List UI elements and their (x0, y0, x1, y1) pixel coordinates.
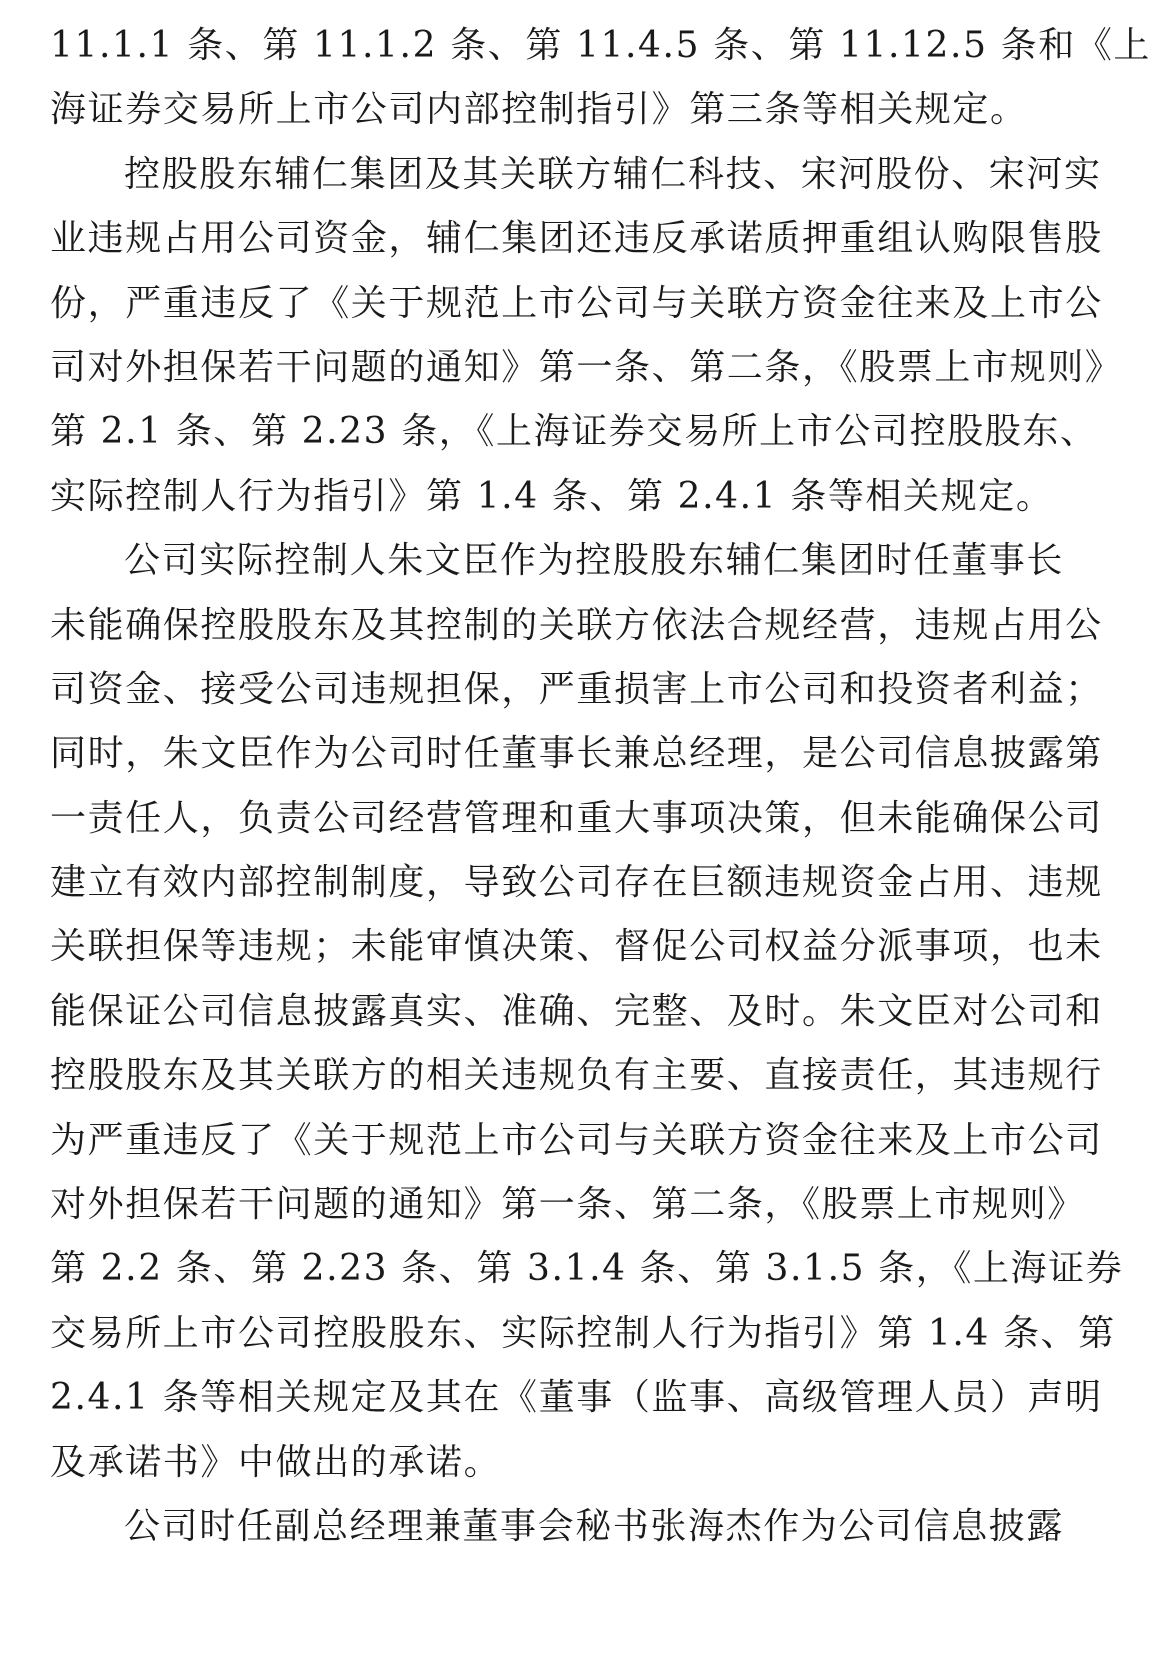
paragraph-line: 为严重违反了《关于规范上市公司与关联方资金往来及上市公司 (50, 1119, 1103, 1161)
paragraph-line: 2.4.1 条等相关规定及其在《董事（监事、高级管理人员）声明 (50, 1377, 1103, 1419)
paragraph-line: 关联担保等违规；未能审慎决策、督促公司权益分派事项，也未 (50, 926, 1103, 968)
paragraph-line: 一责任人，负责公司经营管理和重大事项决策，但未能确保公司 (50, 797, 1103, 839)
paragraph-line: 份，严重违反了《关于规范上市公司与关联方资金往来及上市公 (50, 282, 1103, 324)
paragraph-line: 公司实际控制人朱文臣作为控股股东辅仁集团时任董事长 (124, 540, 1065, 582)
paragraph-line: 第 2.1 条、第 2.23 条，《上海证券交易所上市公司控股股东、 (50, 411, 1098, 453)
paragraph-line: 控股股东辅仁集团及其关联方辅仁科技、宋河股份、宋河实 (124, 153, 1102, 195)
paragraph-line: 司对外担保若干问题的通知》第一条、第二条，《股票上市规则》 (50, 346, 1123, 388)
paragraph-line: 实际控制人行为指引》第 1.4 条、第 2.4.1 条等相关规定。 (50, 475, 1054, 517)
paragraph-line: 能保证公司信息披露真实、准确、完整、及时。朱文臣对公司和 (50, 990, 1103, 1032)
paragraph-line: 未能确保控股股东及其控制的关联方依法合规经营，违规占用公 (50, 604, 1103, 646)
paragraph-line: 公司时任副总经理兼董事会秘书张海杰作为公司信息披露 (124, 1505, 1065, 1547)
paragraph-line: 建立有效内部控制制度，导致公司存在巨额违规资金占用、违规 (50, 862, 1103, 904)
paragraph-line: 第 2.2 条、第 2.23 条、第 3.1.4 条、第 3.1.5 条，《上海证券 (50, 1248, 1124, 1290)
document-body (50, 14, 1151, 1559)
paragraph-line: 控股股东及其关联方的相关违规负有主要、直接责任，其违规行 (50, 1055, 1103, 1097)
paragraph-line: 及承诺书》中做出的承诺。 (50, 1441, 502, 1483)
paragraph-line: 业违规占用公司资金，辅仁集团还违反承诺质押重组认购限售股 (50, 218, 1103, 260)
paragraph-line: 司资金、接受公司违规担保，严重损害上市公司和投资者利益； (50, 668, 1103, 710)
paragraph-line: 交易所上市公司控股股东、实际控制人行为指引》第 1.4 条、第 (50, 1312, 1116, 1354)
paragraph-line: 海证券交易所上市公司内部控制指引》第三条等相关规定。 (50, 89, 1028, 131)
paragraph-line: 同时，朱文臣作为公司时任董事长兼总经理，是公司信息披露第 (50, 733, 1103, 775)
paragraph-line: 11.1.1 条、第 11.1.2 条、第 11.4.5 条、第 11.12.5 条和《上 (50, 25, 1151, 66)
paragraph-line: 对外担保若干问题的通知》第一条、第二条，《股票上市规则》 (50, 1184, 1085, 1226)
